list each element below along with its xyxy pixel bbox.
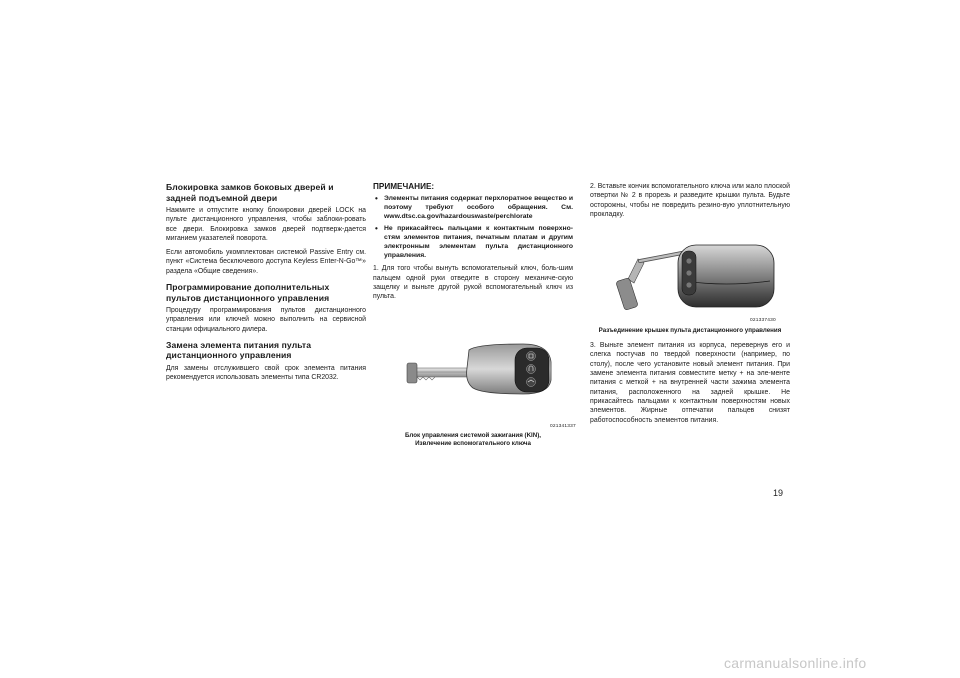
step-2-text: 2. Вставьте кончик вспомогательного ключа или жало плоской отвертки № 2 в прорезь и разведите крышки пульта. Будьте осторожны, чтобы не повредить резино-вую уплотнительную прокладку. [590, 183, 790, 218]
heading-programming: Программирование дополнительных пультов дистанционного управления [166, 282, 330, 303]
figure-key-fob-emergency-key [373, 342, 576, 430]
paragraph-lock-instructions: Нажмите и отпустите кнопку блокировки дверей LOCK на пульте дистанционного управления, чтобы заблоки-ровать все двери. Блокировка замков дверей подтверж-дается миганием указателей поворота. [166, 207, 366, 242]
note-list [373, 194, 573, 260]
column-right [590, 182, 790, 430]
section-battery-replacement [166, 340, 366, 383]
heading-lock-doors: Блокировка замков боковых дверей и задней подъемной двери [166, 182, 334, 203]
note-item-contacts: • Не прикасайтесь пальцами к контактным поверхно-стям элементов питания, печатным платам и другим электронным элементам пульта дистанционного управления. [373, 224, 573, 261]
figure-code: 021337430 [750, 318, 776, 324]
column-middle [373, 182, 576, 454]
paragraph-programming: Процедуру программирования пультов дистанционного управления или ключей можно выполнить на сервисной станции официального дилера. [166, 307, 366, 333]
figure-code: 021341337 [550, 423, 576, 429]
figure-fob-case-separation [590, 241, 790, 325]
heading-battery-replacement: Замена элемента питания пульта дистанционного управления [166, 339, 312, 361]
note-title: ПРИМЕЧАНИЕ: [373, 182, 435, 191]
key-fob-illustration [373, 342, 573, 430]
key-fob-body [467, 344, 551, 394]
caption-line-2: Извлечение вспомогательного ключа [415, 439, 531, 447]
figure-caption-key-extraction [373, 432, 573, 448]
step-3-text: 3. Выньте элемент питания из корпуса, перевернув его и слегка постучав по твердой поверхности (например, по столу), после чего установите новый элемент питания. При замене элемента питания совместите метку + на эле-менте питания с меткой + на внутренней части зажима элемента питания, расположенного на задней крышке. Не прикасайтесь пальцами к контактным поверхностям новых элементов. Жирные отпечатки пальцев снизят работоспособность элементов питания. [590, 342, 790, 424]
note-item-perchlorate: • Элементы питания содержат перхлоратное вещество и поэтому требуют особого обращения. См. www.dtsc.ca.gov/hazardouswaste/perchlorate [373, 194, 573, 222]
inserted-key [616, 253, 682, 310]
paragraph-passive-entry: Если автомобиль укомплектован системой Passive Entry см. пункт «Система бесключевого доступа Keyless Enter-N-Go™» раздела «Общие сведения». [166, 249, 366, 275]
fob-case-illustration [590, 241, 790, 325]
watermark: carmanualsonline.info [724, 655, 867, 671]
step-1-text: 1. Для того чтобы вынуть вспомогательный ключ, боль-шим пальцем одной руки отведите в сторону механиче-скую защелку и выньте другой рукой вспомогательный ключ из пульта. [373, 265, 573, 301]
section-programming [166, 282, 366, 334]
figure-caption-case-separation: Разъединение крышек пульта дистанционного управления [598, 327, 782, 335]
caption-line-1: Блок управления системой зажигания (KIN), [404, 431, 542, 439]
fob-case-body [678, 245, 774, 307]
paragraph-battery-type: Для замены отслужившего свой срок элемента питания рекомендуется использовать элементы типа CR2032. [166, 364, 366, 382]
page-number: 19 [773, 488, 784, 498]
section-lock-doors [166, 182, 366, 276]
column-left [166, 182, 366, 389]
